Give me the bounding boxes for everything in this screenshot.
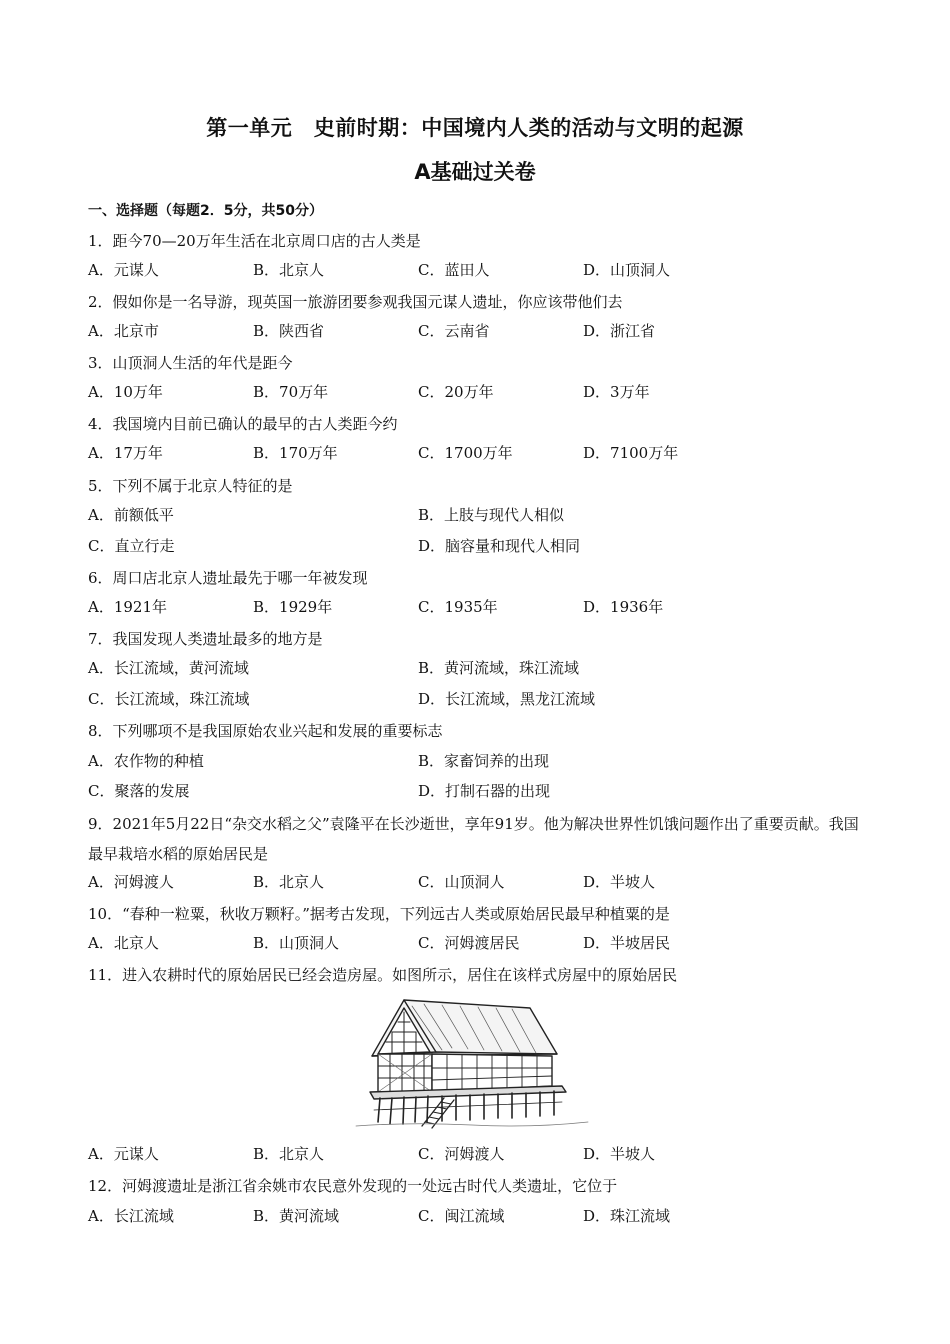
option-c: C．蓝田人 bbox=[418, 261, 490, 279]
option-c: C．山顶洞人 bbox=[418, 873, 505, 891]
option-d: D．浙江省 bbox=[583, 322, 656, 340]
option-d: D．长江流域，黑龙江流域 bbox=[418, 690, 596, 708]
option-d: D．3万年 bbox=[583, 383, 650, 401]
option-c: C．河姆渡居民 bbox=[418, 934, 520, 952]
option-d: D．打制石器的出现 bbox=[418, 782, 551, 800]
option-c: C．直立行走 bbox=[88, 537, 175, 555]
option-a: A．北京市 bbox=[88, 322, 159, 340]
option-b: B．上肢与现代人相似 bbox=[418, 506, 565, 524]
option-c: C．河姆渡人 bbox=[418, 1145, 505, 1163]
option-d: D．半坡人 bbox=[583, 1145, 656, 1163]
option-b: B．陕西省 bbox=[253, 322, 325, 340]
option-a: A．农作物的种植 bbox=[88, 752, 204, 770]
stilt-house-illustration bbox=[352, 994, 592, 1132]
option-a: A．10万年 bbox=[88, 383, 163, 401]
option-c: C．闽江流域 bbox=[418, 1207, 505, 1225]
section-heading: 一、选择题（每题2．5分，共50分） bbox=[88, 203, 323, 219]
option-b: B．170万年 bbox=[253, 444, 338, 462]
question-stem: 12．河姆渡遗址是浙江省余姚市农民意外发现的一处远古时代人类遗址，它位于 bbox=[88, 1177, 618, 1195]
option-b: B．黄河流域，珠江流域 bbox=[418, 659, 580, 677]
option-d: D．脑容量和现代人相同 bbox=[418, 537, 581, 555]
option-b: B．黄河流域 bbox=[253, 1207, 340, 1225]
option-a: A．北京人 bbox=[88, 934, 159, 952]
option-c: C．1700万年 bbox=[418, 444, 513, 462]
option-a: A．元谋人 bbox=[88, 1145, 159, 1163]
option-b: B．北京人 bbox=[253, 1145, 325, 1163]
unit-title: 第一单元 史前时期：中国境内人类的活动与文明的起源 bbox=[206, 116, 744, 140]
option-d: D．珠江流域 bbox=[583, 1207, 671, 1225]
question-stem: 9．2021年5月22日“杂交水稻之父”袁隆平在长沙逝世，享年91岁。他为解决世界性饥饿问题作出了重要贡献。我国最早栽培水稻的原始居民是 bbox=[88, 815, 859, 863]
option-c: C．聚落的发展 bbox=[88, 782, 190, 800]
option-d: D．1936年 bbox=[583, 598, 664, 616]
option-b: B．1929年 bbox=[253, 598, 333, 616]
option-a: A．1921年 bbox=[88, 598, 168, 616]
option-c: C．云南省 bbox=[418, 322, 490, 340]
option-b: B．北京人 bbox=[253, 873, 325, 891]
option-b: B．家畜饲养的出现 bbox=[418, 752, 550, 770]
question-stem: 4．我国境内目前已确认的最早的古人类距今约 bbox=[88, 415, 398, 433]
question-stem: 8．下列哪项不是我国原始农业兴起和发展的重要标志 bbox=[88, 722, 443, 740]
option-b: B．北京人 bbox=[253, 261, 325, 279]
question-stem: 3．山顶洞人生活的年代是距今 bbox=[88, 354, 293, 372]
option-d: D．半坡人 bbox=[583, 873, 656, 891]
question-stem: 1．距今70—20万年生活在北京周口店的古人类是 bbox=[88, 232, 421, 250]
option-a: A．长江流域，黄河流域 bbox=[88, 659, 249, 677]
question-stem: 6．周口店北京人遗址最先于哪一年被发现 bbox=[88, 569, 368, 587]
option-a: A．17万年 bbox=[88, 444, 163, 462]
option-b: B．山顶洞人 bbox=[253, 934, 340, 952]
option-d: D．山顶洞人 bbox=[583, 261, 671, 279]
paper-subtitle: A基础过关卷 bbox=[414, 160, 536, 184]
option-a: A．前额低平 bbox=[88, 506, 174, 524]
option-c: C．1935年 bbox=[418, 598, 498, 616]
question-stem: 5．下列不属于北京人特征的是 bbox=[88, 477, 293, 495]
option-a: A．长江流域 bbox=[88, 1207, 174, 1225]
question-stem: 2．假如你是一名导游，现英国一旅游团要参观我国元谋人遗址，你应该带他们去 bbox=[88, 293, 623, 311]
option-c: C．长江流域，珠江流域 bbox=[88, 690, 250, 708]
option-d: D．7100万年 bbox=[583, 444, 679, 462]
option-a: A．河姆渡人 bbox=[88, 873, 174, 891]
option-b: B．70万年 bbox=[253, 383, 329, 401]
option-d: D．半坡居民 bbox=[583, 934, 671, 952]
question-stem: 11．进入农耕时代的原始居民已经会造房屋。如图所示，居住在该样式房屋中的原始居民 bbox=[88, 966, 678, 984]
question-stem: 7．我国发现人类遗址最多的地方是 bbox=[88, 630, 323, 648]
option-a: A．元谋人 bbox=[88, 261, 159, 279]
question-stem: 10．“春种一粒粟，秋收万颗籽。”据考古发现，下列远古人类或原始居民最早种植粟的是 bbox=[88, 905, 670, 923]
option-c: C．20万年 bbox=[418, 383, 494, 401]
